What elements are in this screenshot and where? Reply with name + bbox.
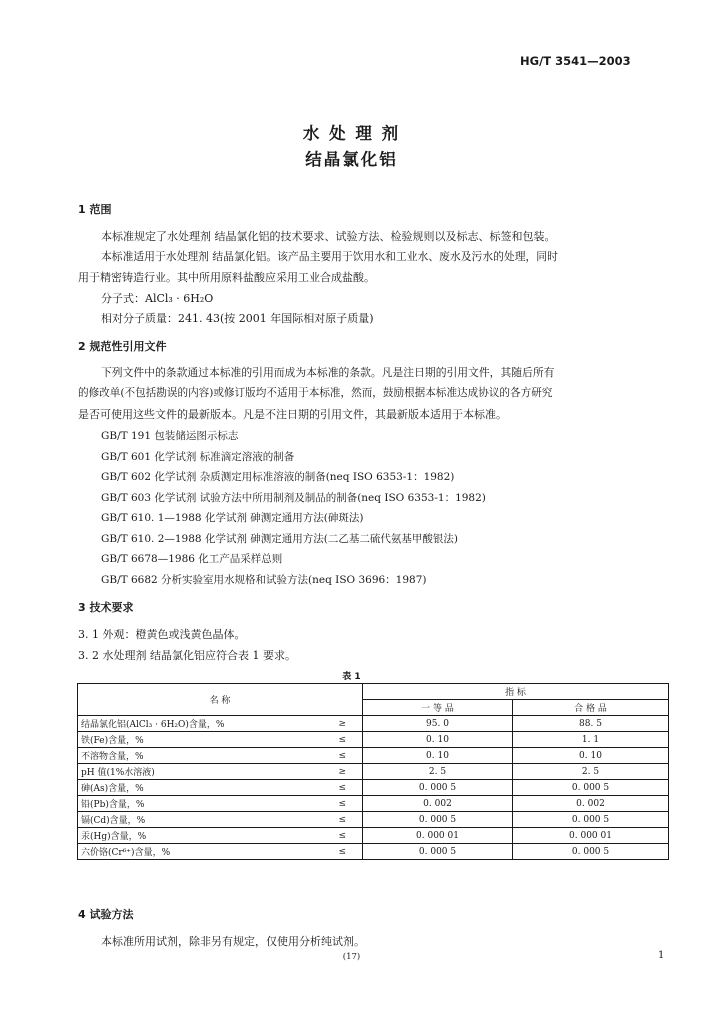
clause-3-1: 3. 1 外观：橙黄色或浅黄色晶体。	[78, 628, 246, 641]
row-name: 镉(Cd)含量，%	[78, 812, 323, 828]
reference-item: GB/T 601 化学试剂 标准滴定溶液的制备	[101, 451, 295, 463]
row-name: 砷(As)含量，%	[78, 780, 323, 796]
row-name: 不溶物含量，%	[78, 748, 323, 764]
row-name: 铁(Fe)含量，%	[78, 732, 323, 748]
section-2-paragraph-line3: 是否可使用这些文件的最新版本。凡是不注日期的引用文件，其最新版本适用于本标准。	[78, 408, 507, 421]
page-number: 1	[658, 950, 665, 961]
reference-item: GB/T 610. 2—1988 化学试剂 砷测定通用方法(二乙基二硫代氨基甲酸银法)	[101, 533, 458, 545]
row-operator: ≥	[323, 716, 363, 732]
section-4-paragraph: 本标准所用试剂，除非另有规定，仅使用分析纯试剂。	[101, 935, 365, 948]
row-name: 六价铬(Cr⁶⁺)含量，%	[78, 844, 323, 860]
section-2-paragraph-line2: 的修改单(不包括勘误的内容)或修订版均不适用于本标准，然而，鼓励根据本标准达成协议的各方研究	[78, 387, 553, 399]
row-first-grade: 95. 0	[363, 716, 513, 732]
standard-code: HG/T 3541—2003	[520, 54, 631, 68]
table-row	[78, 844, 669, 860]
section-1-paragraph-1: 本标准规定了水处理剂 结晶氯化铝的技术要求、试验方法、检验规则以及标志、标签和包装。	[101, 230, 556, 243]
table-row	[78, 732, 669, 748]
molecular-formula: 分子式：AlCl₃ · 6H₂O	[101, 292, 214, 305]
row-qualified: 2. 5	[513, 764, 669, 780]
row-operator: ≤	[323, 780, 363, 796]
row-qualified: 1. 1	[513, 732, 669, 748]
section-3-heading: 3 技术要求	[78, 601, 134, 614]
title-line2: 结晶氯化铝	[305, 150, 398, 169]
row-qualified: 0. 000 5	[513, 812, 669, 828]
row-qualified: 0. 10	[513, 748, 669, 764]
row-first-grade: 0. 000 01	[363, 828, 513, 844]
row-first-grade: 0. 002	[363, 796, 513, 812]
section-2-paragraph-line1: 下列文件中的条款通过本标准的引用而成为本标准的条款。凡是注日期的引用文件，其随后所有	[101, 366, 555, 379]
section-2-heading: 2 规范性引用文件	[78, 340, 167, 353]
reference-item: GB/T 191 包装储运图示标志	[101, 430, 239, 442]
page-reference: (17)	[342, 952, 361, 962]
row-name: pH 值(1%水溶液)	[78, 764, 323, 780]
row-operator: ≤	[323, 796, 363, 812]
row-first-grade: 2. 5	[363, 764, 513, 780]
row-qualified: 0. 000 5	[513, 844, 669, 860]
row-name: 铅(Pb)含量，%	[78, 796, 323, 812]
table-row	[78, 812, 669, 828]
row-operator: ≤	[323, 732, 363, 748]
row-first-grade: 0. 000 5	[363, 844, 513, 860]
table-row	[78, 764, 669, 780]
row-qualified: 0. 000 5	[513, 780, 669, 796]
table-header-name: 名 称	[78, 684, 363, 716]
table-row	[78, 716, 669, 732]
reference-item: GB/T 602 化学试剂 杂质测定用标准溶液的制备(neq ISO 6353-1：1982)	[101, 471, 455, 483]
reference-item: GB/T 610. 1—1988 化学试剂 砷测定通用方法(砷斑法)	[101, 512, 364, 524]
table-caption: 表 1	[342, 672, 361, 682]
table-row	[78, 828, 669, 844]
row-first-grade: 0. 000 5	[363, 812, 513, 828]
title-line1: 水 处 理 剂	[302, 124, 401, 143]
table-header-first-grade: 一 等 品	[363, 700, 513, 716]
row-first-grade: 0. 000 5	[363, 780, 513, 796]
table-row	[78, 780, 669, 796]
table-header-qualified: 合 格 品	[513, 700, 669, 716]
reference-item: GB/T 6678—1986 化工产品采样总则	[101, 553, 283, 565]
row-first-grade: 0. 10	[363, 748, 513, 764]
row-name: 汞(Hg)含量，%	[78, 828, 323, 844]
section-1-paragraph-2b: 用于精密铸造行业。其中所用原料盐酸应采用工业合成盐酸。	[78, 271, 375, 284]
row-operator: ≤	[323, 748, 363, 764]
row-operator: ≥	[323, 764, 363, 780]
requirements-table	[77, 683, 669, 860]
row-operator: ≤	[323, 828, 363, 844]
table-row	[78, 748, 669, 764]
row-qualified: 88. 5	[513, 716, 669, 732]
table-row	[78, 796, 669, 812]
clause-3-2: 3. 2 水处理剂 结晶氯化铝应符合表 1 要求。	[78, 649, 296, 662]
reference-item: GB/T 603 化学试剂 试验方法中所用制剂及制品的制备(neq ISO 6353-1：1982)	[101, 492, 486, 504]
row-first-grade: 0. 10	[363, 732, 513, 748]
section-1-paragraph-2a: 本标准适用于水处理剂 结晶氯化铝。该产品主要用于饮用水和工业水、废水及污水的处理，同时	[101, 250, 558, 263]
section-4-heading: 4 试验方法	[78, 908, 134, 921]
row-operator: ≤	[323, 812, 363, 828]
section-1-heading: 1 范围	[78, 203, 112, 216]
table-header-index: 指 标	[363, 684, 669, 700]
row-operator: ≤	[323, 844, 363, 860]
row-name: 结晶氯化铝(AlCl₃ · 6H₂O)含量，%	[78, 716, 323, 732]
row-qualified: 0. 000 01	[513, 828, 669, 844]
reference-item: GB/T 6682 分析实验室用水规格和试验方法(neq ISO 3696：1987)	[101, 574, 427, 586]
molecular-mass: 相对分子质量：241. 43(按 2001 年国际相对原子质量)	[101, 312, 374, 325]
row-qualified: 0. 002	[513, 796, 669, 812]
